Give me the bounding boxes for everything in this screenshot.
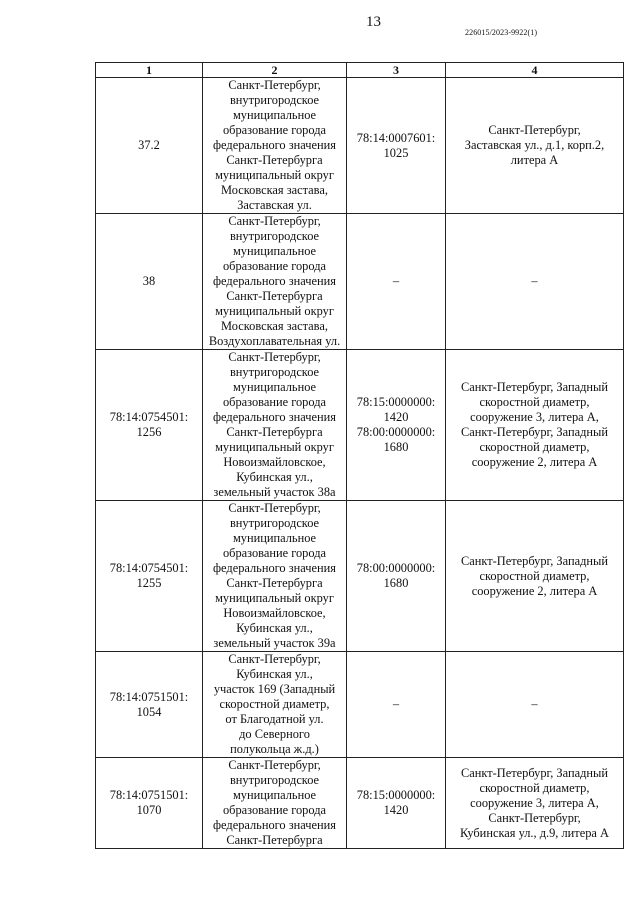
related-number-cell [347, 758, 446, 849]
cell-text: 78:14:0751501: 1054 [109, 689, 189, 719]
cell-text: 38 [142, 274, 156, 288]
location-cell [203, 652, 347, 758]
cell-text: 78:14:0754501: 1255 [109, 561, 189, 590]
address-cell [446, 758, 624, 849]
cell-text: Санкт-Петербург, Заставская ул., д.1, корп.2, литера А [464, 123, 605, 167]
cadastral-number-cell [96, 78, 203, 214]
address-cell [446, 214, 624, 350]
related-number-cell [347, 652, 446, 758]
cell-text: Санкт-Петербург, внутригородское муниципальное образование города федерального значения Санкт-Петербурга [213, 758, 336, 847]
related-number-cell [347, 214, 446, 350]
related-number-cell [347, 501, 446, 652]
address-cell [446, 652, 624, 758]
document-code: 226015/2023-9922(1) [465, 28, 538, 37]
table-row [96, 350, 624, 501]
page-number: 13 [366, 14, 381, 30]
table-row [96, 652, 624, 758]
cadastral-number-cell [96, 758, 203, 849]
cell-text: 78:14:0007601: 1025 [356, 130, 436, 160]
address-cell [446, 78, 624, 214]
related-number-cell [347, 350, 446, 501]
cell-text: 37.2 [138, 138, 160, 152]
table-header-row [96, 63, 624, 78]
location-cell [203, 758, 347, 849]
table-row [96, 501, 624, 652]
cell-text: Санкт-Петербург, Западный скоростной диаметр, сооружение 3, литера А, Санкт-Петербург, Кубинская ул., д.9, литера А [460, 765, 609, 840]
cadastral-number-cell [96, 501, 203, 652]
cell-text: Санкт-Петербург, Западный скоростной диаметр, сооружение 3, литера А, Санкт-Петербург, Западный скоростной диаметр, сооружение 2, литера А [460, 380, 609, 469]
table-row [96, 214, 624, 350]
column-header-4: 4 [446, 63, 624, 78]
cell-text: – [531, 697, 538, 711]
cell-text: Санкт-Петербург, внутригородское муниципальное образование города федерального значения Санкт-Петербурга муниципальный округ Новоизмайловское, Кубинская ул., земельный участок 38а [213, 350, 336, 499]
location-cell [203, 214, 347, 350]
cell-text: Санкт-Петербург, Западный скоростной диаметр, сооружение 2, литера А [460, 553, 609, 598]
related-number-cell [347, 78, 446, 214]
cell-text: 78:14:0754501: 1256 [109, 410, 189, 439]
cell-text: 78:15:0000000: 1420 [356, 788, 436, 817]
cell-text: 78:14:0751501: 1070 [109, 788, 189, 817]
column-header-2: 2 [203, 63, 347, 78]
location-cell [203, 501, 347, 652]
register-table [95, 62, 624, 849]
table-row [96, 78, 624, 214]
column-header-3: 3 [347, 63, 446, 78]
location-cell [203, 350, 347, 501]
cell-text: – [392, 274, 400, 288]
location-cell [203, 78, 347, 214]
cell-text: 78:00:0000000: 1680 [356, 561, 436, 590]
cadastral-number-cell [96, 350, 203, 501]
cell-text: Санкт-Петербург, внутригородское муниципальное образование города федерального значения Санкт-Петербурга муниципальный округ Московская застава, Заставская ул. [213, 78, 336, 212]
cell-text: Санкт-Петербург, внутригородское муниципальное образование города федерального значения Санкт-Петербурга муниципальный округ Новоизмайловское, Кубинская ул., земельный участок 39а [213, 501, 336, 650]
cell-text: Санкт-Петербург, внутригородское муниципальное образование города федерального значения Санкт-Петербурга муниципальный округ Московская застава, Воздухоплавательная ул. [208, 214, 341, 348]
cell-text: 78:15:0000000: 1420 78:00:0000000: 1680 [356, 395, 436, 454]
cell-text: – [392, 697, 400, 711]
table-row [96, 758, 624, 849]
cadastral-number-cell [96, 652, 203, 758]
address-cell [446, 350, 624, 501]
address-cell [446, 501, 624, 652]
column-header-1: 1 [96, 63, 203, 78]
cadastral-number-cell [96, 214, 203, 350]
cell-text: Санкт-Петербург, Кубинская ул., участок 169 (Западный скоростной диаметр, от Благодатной ул. до Северного полукольца ж.д.) [213, 652, 336, 756]
cell-text: – [531, 274, 538, 288]
